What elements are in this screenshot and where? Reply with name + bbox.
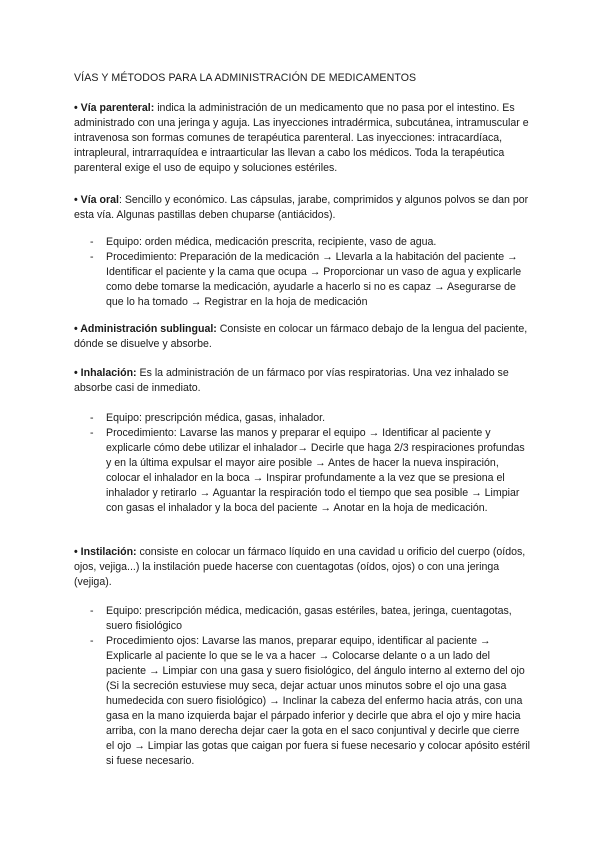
instilacion-paragraph bbox=[74, 545, 534, 590]
oral-label: • Vía oral bbox=[74, 194, 119, 206]
parenteral-label: • Vía parenteral: bbox=[74, 102, 155, 114]
instilacion-equipment: Equipo: prescripción médica, medicación, gasas estériles, batea, jeringa, cuentagotas, suero fisiológico bbox=[106, 605, 512, 632]
sublingual-label: • Administración sublingual: bbox=[74, 323, 217, 335]
list-item bbox=[90, 250, 530, 310]
list-dash: - bbox=[90, 412, 94, 424]
list-dash: - bbox=[90, 605, 94, 617]
oral-text: : Sencillo y económico. Las cápsulas, jarabe, comprimidos y algunos polvos se dan por esta vía. Algunas pastillas deben chuparse (antiácidos). bbox=[74, 194, 529, 221]
instilacion-text: consiste en colocar un fármaco líquido en una cavidad u orificio del cuerpo (oídos, ojos, vejiga...) la instilación puede hacerse con cuentagotas (oídos, ojos) o con una jeringa (vejiga). bbox=[74, 546, 526, 588]
list-item bbox=[90, 411, 530, 426]
list-item bbox=[90, 634, 530, 769]
oral-list bbox=[90, 235, 530, 310]
oral-paragraph bbox=[74, 193, 534, 223]
parenteral-paragraph bbox=[74, 101, 534, 176]
inhalacion-equipment: Equipo: prescripción médica, gasas, inhalador. bbox=[106, 412, 326, 424]
list-dash: - bbox=[90, 635, 94, 647]
list-dash: - bbox=[90, 427, 94, 439]
instilacion-procedure: Procedimiento ojos: Lavarse las manos, preparar equipo, identificar al paciente → Explicarle al paciente lo que se le va a hacer → Colocarse delante o a un lado del paciente → Limpiar con una gasa y suero fisiológico, del ángulo interno al externo del ojo (Si la secreción estuviese muy seca, dejar actuar unos minutos sobre el ojo una gasa humedecida con suero fisiológico) → Inclinar la cabeza del enfermo hacia atrás, con una gasa en la mano izquierda bajar el párpado inferior y decirle que abra el ojo y mire hacia arriba, con la mano derecha dejar caer la gota en el saco conjuntival y decirle que cierre el ojo → Limpiar las gotas que caigan por fuera si fuese necesario y colocar apósito estéril si fuese necesario. bbox=[106, 635, 530, 767]
list-item bbox=[90, 426, 530, 516]
inhalacion-procedure: Procedimiento: Lavarse las manos y preparar el equipo → Identificar al paciente y explicarle cómo debe utilizar el inhalador→ Decirle que haga 2/3 respiraciones profundas y en la última expulsar el mayor aire posible → Antes de hacer la nueva inspiración, colocar el inhalador en la boca → Inspirar profundamente a la vez que se presiona el inhalador y retirarlo → Aguantar la respiración todo el tiempo que sea posible → Limpiar con gasas el inhalador y la boca del paciente → Anotar en la hoja de medicación. bbox=[106, 427, 525, 514]
list-dash: - bbox=[90, 236, 94, 248]
list-item bbox=[90, 604, 530, 634]
instilacion-label: • Instilación: bbox=[74, 546, 137, 558]
oral-equipment: Equipo: orden médica, medicación prescrita, recipiente, vaso de agua. bbox=[106, 236, 437, 248]
sublingual-text: Consiste en colocar un fármaco debajo de la lengua del paciente, dónde se disuelve y absorbe. bbox=[74, 323, 528, 350]
list-dash: - bbox=[90, 251, 94, 263]
list-item bbox=[90, 235, 530, 250]
instilacion-list bbox=[90, 604, 530, 769]
inhalacion-list bbox=[90, 411, 530, 516]
sublingual-paragraph bbox=[74, 322, 534, 352]
parenteral-text: indica la administración de un medicamento que no pasa por el intestino. Es administrado con una jeringa y aguja. Las inyecciones intradérmica, subcutánea, intramuscular e intravenosa son formas comunes de terapéutica parenteral. Las inyecciones: intracardíaca, intrapleural, intrarraquídea e intraarticular las llevan a cabo los médicos. Toda la terapéutica parenteral exige el uso de equipo y soluciones estériles. bbox=[74, 102, 529, 174]
page-title: VÍAS Y MÉTODOS PARA LA ADMINISTRACIÓN DE MEDICAMENTOS bbox=[74, 72, 417, 84]
inhalacion-paragraph bbox=[74, 366, 534, 396]
inhalacion-label: • Inhalación: bbox=[74, 367, 137, 379]
oral-procedure: Procedimiento: Preparación de la medicación → Llevarla a la habitación del paciente → Identificar el paciente y la cama que ocupa → Proporcionar un vaso de agua y explicarle como debe tomarse la medicación, ayudarle a hacerlo si no es capaz → Asegurarse de que lo ha tomado → Registrar en la hoja de medicación bbox=[106, 251, 522, 308]
inhalacion-text: Es la administración de un fármaco por vías respiratorias. Una vez inhalado se absorbe casi de inmediato. bbox=[74, 367, 509, 394]
